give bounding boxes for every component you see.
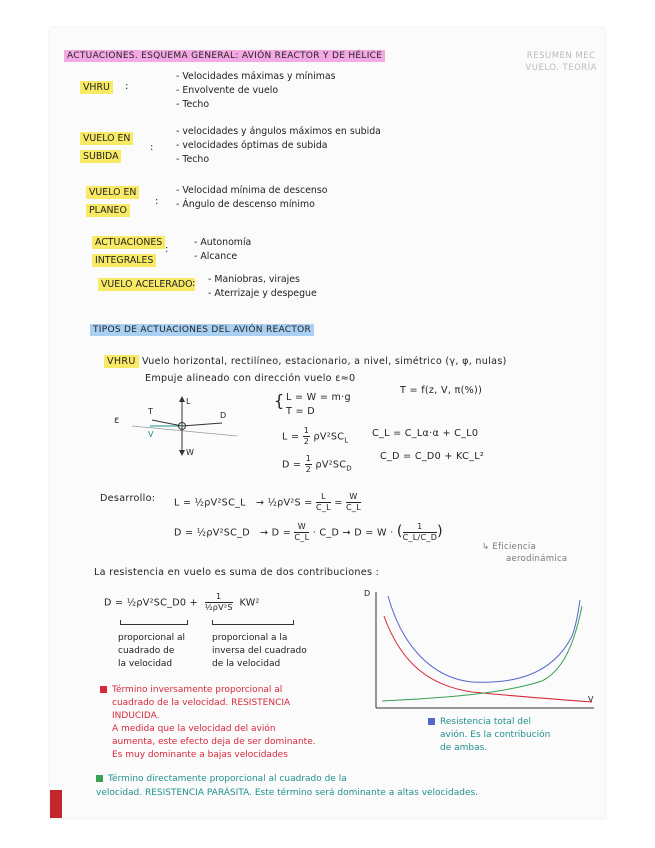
section-subida-label: VUELO EN SUBIDA [80,130,133,166]
list-item: - Aterrizaje y despegue [208,288,317,299]
colon: : [150,142,154,153]
weight-arrowhead [179,450,185,456]
tipos-line-1: Vuelo horizontal, rectilíneo, estacionario, a nivel, simétrico (γ, φ, nulas) [142,356,507,367]
note-line: Resistencia total del [440,717,532,727]
note-line: Es muy dominante a bajas velocidades [112,750,288,760]
note-line: de la velocidad [212,659,281,669]
note-line: A medida que la velocidad del avión [112,724,276,734]
note-line: de ambas. [440,743,488,753]
eq-lift: L = $\frac{1}{2}$ $\rho V^2SC_L$ [282,426,349,446]
eq-thrust-function: T = f(z, V, π(%)) [400,385,483,396]
efficiency-note-1: ↳ Eficiencia [482,542,537,552]
list-item: - Techo [176,154,210,165]
colon: : [125,81,129,92]
note-line: proporcional al [118,633,185,643]
section-acelerado-label: VUELO ACELERADO [98,276,195,294]
note-line: INDUCIDA. [112,711,160,721]
note-line: aumenta, este efecto deja de ser dominante. [112,737,316,747]
induced-drag-curve [384,616,592,702]
list-item: - velocidades óptimas de subida [176,140,328,151]
induced-drag-note [100,684,316,762]
brace-parasite [120,620,188,625]
parasite-drag-note [96,772,478,800]
section-integrales-list [194,236,251,264]
brace-icon: { [274,391,285,410]
section-acelerado-list [208,273,317,301]
note-line: Término directamente proporcional al cuadrado de la [108,774,347,784]
thrust-label: T [148,407,153,416]
epsilon-label: ε [114,415,120,426]
colon: : [155,196,159,207]
tipos-vhru-line [104,357,507,367]
section-planeo-label: VUELO EN PLANEO [86,184,139,220]
note-line: la velocidad [118,659,173,669]
eq-drag: D = $\frac{1}{2}$ $\rho V^2SC_D$ [282,454,352,474]
lift-label: L [186,397,191,406]
list-item: - velocidades y ángulos máximos en subida [176,126,381,137]
page-title: ACTUACIONES. ESQUEMA GENERAL: AVIÓN REACTOR Y DE HÉLICE [64,52,385,61]
note-line: avión. Es la contribución [440,730,551,740]
tipos-heading: TIPOS DE ACTUACIONES DEL AVIÓN REACTOR [90,326,314,335]
section-vhru-list [176,70,336,112]
note-line: cuadrado de la velocidad. RESISTENCIA [112,698,291,708]
weight-label: W [186,448,194,457]
section-subida-list [176,125,381,167]
velocity-label: V [148,430,154,439]
green-marker-icon [96,775,103,782]
list-item: - Envolvente de vuelo [176,85,279,96]
side-note-line-1: RESUMEN MEC [526,51,596,61]
eq-thrust-drag: T = D [286,406,315,417]
list-item: - Techo [176,99,210,110]
thrust-arrow [152,420,182,426]
list-item: - Autonomía [194,237,252,248]
total-drag-note [428,716,550,755]
list-item: - Velocidad mínima de descenso [176,185,328,196]
drag-label: D [220,411,227,420]
list-item: - Alcance [194,251,238,262]
brace-induced [212,620,294,625]
total-drag-curve [388,596,580,682]
section-vhru-label: VHRU [80,79,113,97]
eq-lift-weight: L = W = m·g [286,392,351,403]
tipos-line-2: Empuje alineado con dirección vuelo ε≈0 [145,373,356,384]
note-line: proporcional a la [212,633,288,643]
graph-v-label: V [588,695,594,704]
resistencia-intro: La resistencia en vuelo es suma de dos contribuciones : [94,567,380,578]
eq-drag-coefficient: C_D = C_D0 + KC_L² [380,451,484,462]
page-edge-tab [50,790,62,818]
colon: : [165,244,169,255]
note-line: velocidad. RESISTENCIA PARÁSITA. Este término será dominante a altas velocidades. [96,788,479,798]
blue-marker-icon [428,718,435,725]
drag-sum-formula: D = ½ρV²SC_D0 + $\frac{1}{\text{½ρV²S}}$ KW² [104,592,260,612]
list-item: - Ángulo de descenso mínimo [176,199,315,210]
parasite-drag-curve [382,606,582,701]
drag-curves-graph [362,586,602,716]
desarrollo-row-2: D = ½ρV²SC_D → D = $\frac{W}{C\_L}$ · C_D → D = W · ( $\frac{1}{C\_L/C\_D}$ ) [174,522,443,542]
parasite-note [118,632,185,671]
note-line: cuadrado de [118,646,175,656]
side-note-line-2: VUELO. TEORÍA [525,63,597,73]
section-planeo-list [176,184,327,212]
force-diagram [112,390,252,460]
note-line: Término inversamente proporcional al [112,685,283,695]
desarrollo-row-1: L = ½ρV²SC_L → ½ρV²S = $\frac{L}{C\_L}$ = $\frac{W}{C\_L}$ [174,492,361,512]
list-item: - Velocidades máximas y mínimas [176,71,336,82]
graph-d-label: D [364,589,371,598]
list-item: - Maniobras, virajes [208,274,300,285]
section-integrales-label: ACTUACIONES INTEGRALES [92,234,165,270]
note-line: inversa del cuadrado [212,646,307,656]
efficiency-note-2: aerodinámica [506,554,568,564]
side-note [525,50,597,74]
colon: : [192,278,196,289]
lift-arrowhead [179,396,185,402]
vhru-tag: VHRU [104,355,139,368]
drag-arrow [182,423,222,426]
induced-note [212,632,307,671]
eq-lift-coefficient: C_L = C_Lα·α + C_L0 [372,428,479,439]
desarrollo-label: Desarrollo: [100,493,156,504]
red-marker-icon [100,686,107,693]
